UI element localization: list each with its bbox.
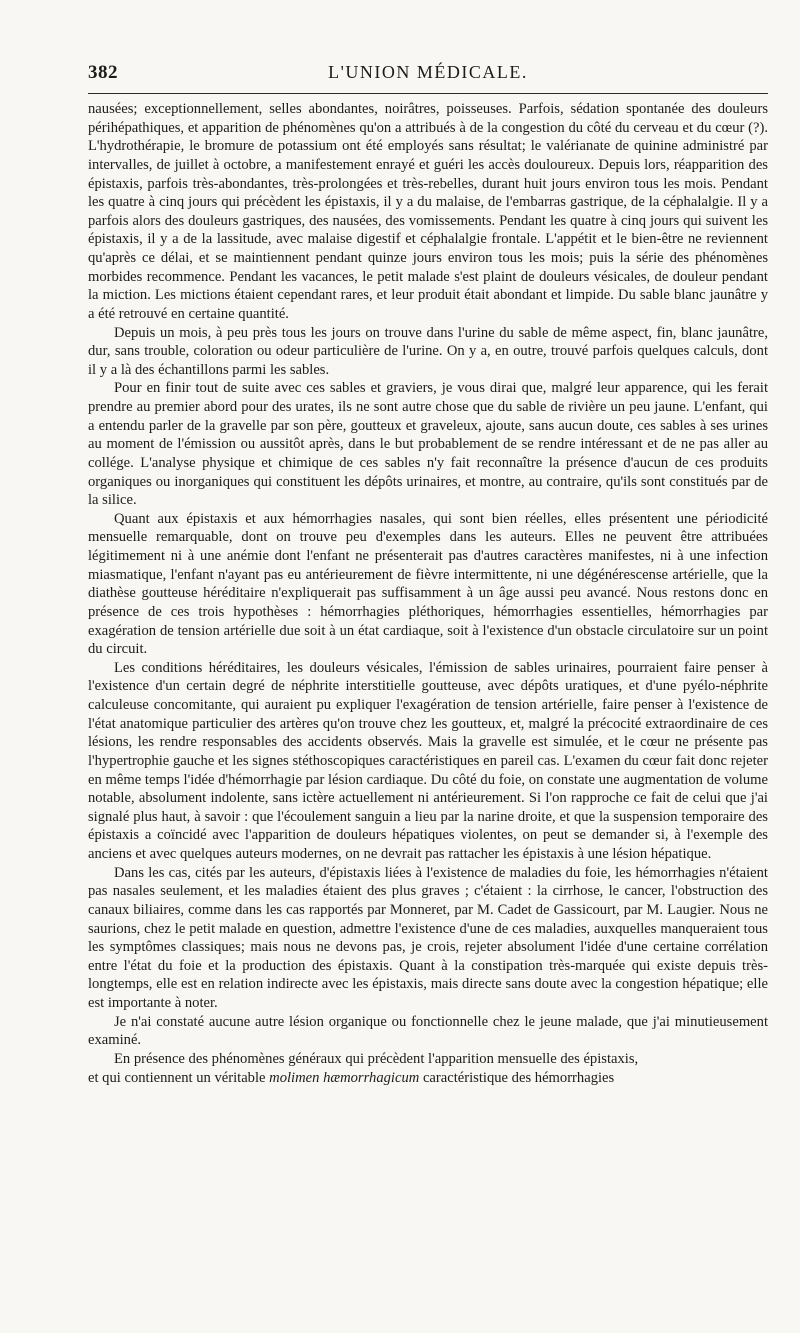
- paragraph-case-history: nausées; exceptionnellement, selles abondantes, noirâtres, poisseuses. Parfois, sédation spontanée des douleurs périhépathiques, et apparition de phénomènes qu'on a attribués à de la congestion du côté du cerveau et du cœur (?). L'hydrothérapie, le bromure de potassium ont été employés sans résultat; le valérianate de quinine administré par intervalles, de juillet à octobre, a manifestement enrayé et guéri les accès douloureux. Depuis lors, réapparition des épistaxis, parfois très-abondantes, très-prolongées et très-rebelles, durant huit jours environ tous les mois. Pendant les quatre à cinq jours qui précèdent les épistaxis, il y a du malaise, de l'embarras gastrique, de la céphalalgie. Il y a parfois alors des douleurs gastriques, des nausées, des vomissements. Pendant les quatre à cinq jours qui suivent les épistaxis, il y a de la lassitude, avec malaise digestif et céphalalgie frontale. L'appétit et le bien-être ne reviennent qu'après ce délai, et se maintiennent pendant quinze jours environ tous les mois; puis la série des phénomènes morbides recommence. Pendant les vacances, le petit malade s'est plaint de douleurs vésicales, de douleur pendant la miction. Les mictions étaient cependant rares, et leur produit était abondant et limpide. Du sable blanc jaunâtre y a été retrouvé en certaine quantité.: [88, 101, 768, 322]
- paragraph-urine-sand: Depuis un mois, à peu près tous les jours on trouve dans l'urine du sable de même aspect, fin, blanc jaunâtre, dur, sans trouble, coloration ou odeur particulière de l'urine. On y a, en outre, trouvé parfois quelques calculs, dont il y a là des échantillons parmi les sables.: [88, 324, 768, 378]
- article-body: [88, 100, 768, 1087]
- molimen-latin-term: molimen hæmorrhagicum: [269, 1069, 420, 1086]
- header-rule: [88, 93, 768, 94]
- page-header: [88, 60, 768, 90]
- paragraph-no-other-lesion: Je n'ai constaté aucune autre lésion organique ou fonctionnelle chez le jeune malade, que j'ai minutieusement examiné.: [88, 1013, 768, 1049]
- molimen-line-1: En présence des phénomènes généraux qui précèdent l'apparition mensuelle des épistaxis,: [114, 1050, 639, 1067]
- running-title: L'UNION MÉDICALE.: [328, 62, 528, 82]
- paragraph-epistaxis-periodicity: Quant aux épistaxis et aux hémorrhagies nasales, qui sont bien réelles, elles présentent une périodicité mensuelle remarquable, dont on trouve peu d'exemples dans les auteurs. Elles ne peuvent être attribuées légitimement ni à une anémie dont l'enfant ne présenterait pas d'autres caractères manifestes, ni à une infection miasmatique, l'enfant n'ayant pas eu antérieurement de fièvre intermittente, ni une dégénérescense artérielle, que la diathèse goutteuse héréditaire n'expliquerait pas suffisamment à un âge aussi peu avancé. Nous restons donc en présence de ces trois hypothèses : hémorrhagies pléthoriques, hémorrhagies essentielles, hémorrhagies par exagération de tension artérielle due soit à un état cardiaque, soit à l'existence d'un obstacle circulatoire sur un point du circuit.: [88, 510, 768, 658]
- paragraph-hereditary-conditions: Les conditions héréditaires, les douleurs vésicales, l'émission de sables urinaires, pourraient faire penser à l'existence d'un certain degré de néphrite interstitielle goutteuse, avec dépôts uratiques, et d'une pyélo-néphrite calculeuse concomitante, qui auraient pu expliquer l'exagération de tension artérielle, faire penser à l'existence de l'état anatomique particulier des artères qu'on trouve chez les goutteux, et, malgré la précocité extraordinaire de ces lésions, les rendre responsables des accidents observés. Mais la gravelle est simulée, et le cœur ne présente pas l'hypertrophie gauche et les signes stéthoscopiques caractéristiques en pareil cas. L'examen du cœur fait donc rejeter en même temps l'idée d'hémorrhagie par lésion cardiaque. Du côté du foie, on constate une augmentation de volume notable, absolument indolente, sans ictère actuellement ni antérieurement. Si l'on rapproche ce fait de celui que j'ai signalé plus haut, à savoir : que l'écoulement sanguin a lieu par la narine droite, et que la suspension temporaire des épistaxis a coïncidé avec l'apparition de douleurs hépatiques violentes, on peut se demander si, à l'exemple des anciens et avec quelques auteurs modernes, on ne devrait pas rattacher les épistaxis à une lésion hépatique.: [88, 659, 768, 862]
- paragraph-liver-disease-cases: Dans les cas, cités par les auteurs, d'épistaxis liées à l'existence de maladies du foie, les hémorrhagies n'étaient pas nasales seulement, et les maladies étaient des plus graves ; c'étaient : la cirrhose, le cancer, l'obstruction des canaux biliaires, comme dans les cas rapportés par Monneret, par M. Cadet de Gassicourt, par M. Laugier. Nous ne saurions, chez le petit malade en question, admettre l'existence d'une de ces maladies, auxquelles manqueraient tous les symptômes classiques; mais nous ne devons pas, je crois, rejeter absolument l'idée d'une certaine corrélation entre l'état du foie et la production des épistaxis. Quant à la constipation très-marquée qui existe depuis très-longtemps, elle est en relation indirecte avec les épistaxis, mais directe sans doute avec la congestion hépatique; elle est importante à noter.: [88, 864, 768, 1011]
- page-number: 382: [88, 62, 118, 83]
- molimen-line-2-end: caractéristique des hémorrhagies: [422, 1069, 615, 1086]
- paragraph-molimen: [88, 1050, 768, 1087]
- molimen-line-2: [88, 1069, 768, 1088]
- molimen-line-2-start: et qui contiennent un véritable: [88, 1069, 266, 1086]
- paragraph-sand-analysis: Pour en finir tout de suite avec ces sables et graviers, je vous dirai que, malgré leur apparence, qui les ferait prendre au premier abord pour des urates, ils ne sont autre chose que du sable de rivière un peu jaune. L'enfant, qui a entendu parler de la gravelle par son père, goutteux et graveleux, ajoute, sans aucun doute, ces sables à ses urines au moment de l'émission ou aussitôt après, dans le but probablement de se rendre intéressant et de ne pas aller au collége. L'analyse physique et chimique de ces sables n'y fait reconnaître la présence d'aucun de ces produits organiques ou inorganiques qui constituent les dépôts urinaires, et montre, au contraire, qu'ils sont constitués par de la silice.: [88, 380, 768, 509]
